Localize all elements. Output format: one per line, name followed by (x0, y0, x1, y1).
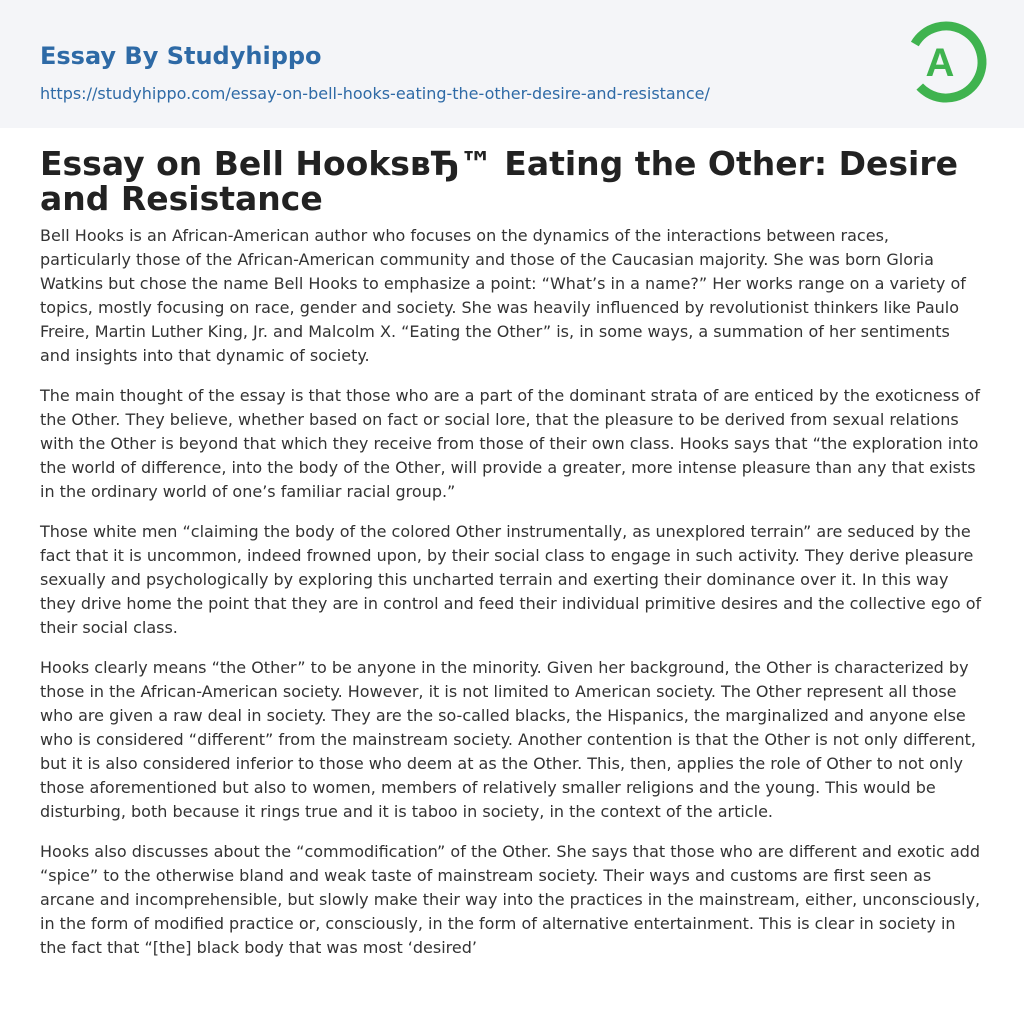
studyhippo-logo[interactable] (904, 18, 988, 106)
logo-letter: A (925, 41, 955, 85)
article-paragraph-3: Those white men “claiming the body of the colored Other instrumentally, as unexplored terrain” are seduced by the fact that it is uncommon, indeed frowned upon, by their social class to engage in such activity. They derive pleasure sexually and psychologically by exploring this uncharted terrain and exerting their dominance over it. In this way they drive home the point that they are in control and feed their individual primitive desires and the collective ego of their social class. (40, 522, 982, 637)
source-url-link[interactable]: https://studyhippo.com/essay-on-bell-hooks-eating-the-other-desire-and-resistance/ (40, 84, 710, 103)
article-paragraph-5: Hooks also discusses about the “commodification” of the Other. She says that those who are different and exotic add “spice” to the otherwise bland and weak taste of mainstream society. Their ways and customs are first seen as arcane and incomprehensible, but slowly make their way into the practices in the mainstream, either, unconsciously, in the form of modified practice or, consciously, in the form of alternative entertainment. This is clear in society in the fact that “[the] black body that was most ‘desired’ (40, 842, 981, 957)
article-paragraph-1: Bell Hooks is an African-American author who focuses on the dynamics of the interactions between races, particularly those of the African-American community and those of the Caucasian majority. She was born Gloria Watkins but chose the name Bell Hooks to emphasize a point: “What’s in a name?” Her works range on a variety of topics, mostly focusing on race, gender and society. She was heavily influenced by revolutionist thinkers like Paulo Freire, Martin Luther King, Jr. and Malcolm X. “Eating the Other” is, in some ways, a summation of her sentiments and insights into that dynamic of society. (40, 226, 966, 365)
article (40, 146, 984, 976)
site-header (0, 0, 1024, 128)
logo-icon (904, 18, 988, 106)
article-title: Essay on Bell HooksвЂ™ Eating the Other: Desire and Resistance (40, 144, 958, 218)
site-title[interactable]: Essay By Studyhippo (40, 42, 322, 70)
article-paragraph-4: Hooks clearly means “the Other” to be anyone in the minority. Given her background, the Other is characterized by those in the African-American society. However, it is not limited to American society. The Other represent all those who are given a raw deal in society. They are the so-called blacks, the Hispanics, the marginalized and anyone else who is considered “different” from the mainstream society. Another contention is that the Other is not only different, but it is also considered inferior to those who deem at as the Other. This, then, applies the role of Other to not only those aforementioned but also to women, members of relatively smaller religions and the young. This would be disturbing, both because it rings true and it is taboo in society, in the context of the article. (40, 658, 976, 821)
article-paragraph-2: The main thought of the essay is that those who are a part of the dominant strata of are enticed by the exoticness of the Other. They believe, whether based on fact or social lore, that the pleasure to be derived from sexual relations with the Other is beyond that which they receive from those of their own class. Hooks says that “the exploration into the world of difference, into the body of the Other, will provide a greater, more intense pleasure than any that exists in the ordinary world of one’s familiar racial group.” (40, 386, 980, 501)
